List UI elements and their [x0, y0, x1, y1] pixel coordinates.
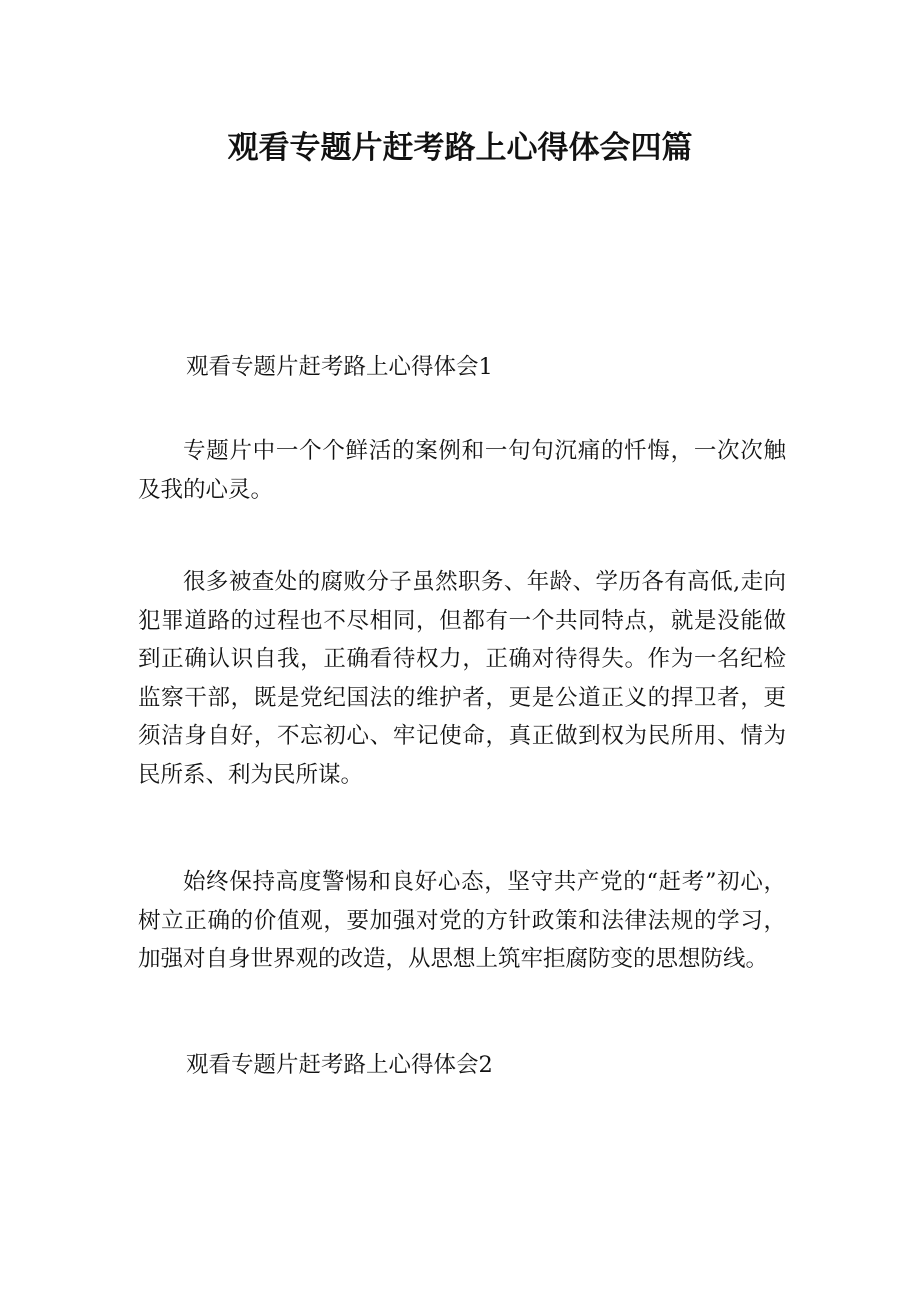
paragraph-2: 很多被查处的腐败分子虽然职务、年龄、学历各有高低,走向犯罪道路的过程也不尽相同，但都有一个共同特点，就是没能做到正确认识自我，正确看待权力，正确对待得失。作为一名纪检监察干部，既是党纪国法的维护者，更是公道正义的捍卫者，更须洁身自好，不忘初心、牢记使命，真正做到权为民所用、情为民所系、利为民所谋。	[138, 569, 786, 788]
paragraph-1: 专题片中一个个鲜活的案例和一句句沉痛的忏悔，一次次触及我的心灵。	[138, 438, 786, 503]
paragraph-3: 始终保持高度警惕和良好心态，坚守共产党的“赶考”初心，树立正确的价值观，要加强对党的方针政策和法律法规的学习，加强对自身世界观的改造，从思想上筑牢拒腐防变的思想防线。	[138, 869, 786, 972]
document-title: 观看专题片赶考路上心得体会四篇	[227, 130, 693, 166]
section-heading-2: 观看专题片赶考路上心得体会2	[186, 1052, 493, 1078]
section-heading-1: 观看专题片赶考路上心得体会1	[186, 354, 493, 380]
